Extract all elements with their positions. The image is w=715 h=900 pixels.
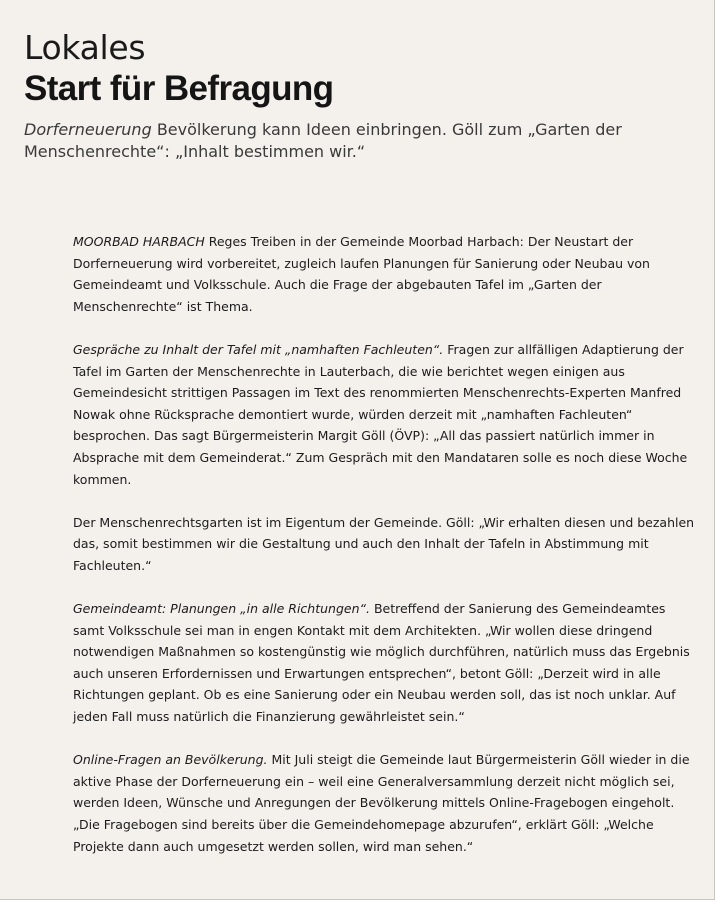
lead-paragraph — [24, 119, 684, 163]
paragraph-kicker: Gemeindeamt: Planungen „in alle Richtungen“. — [73, 601, 370, 617]
paragraph-4 — [73, 598, 699, 728]
paragraph-text: Mit Juli steigt die Gemeinde laut Bürgermeisterin Göll wieder in die aktive Phase der Dorferneuerung ein – weil eine Generalversammlung derzeit nicht möglich sei, werden Ideen, Wünsche und Anregungen der Bevölkerung mittels Online-Fragebogen eingeholt. „Die Fragebogen sind bereits über die Gemeindehomepage abzurufen“, erklärt Göll: „Welche Projekte dann auch umgesetzt werden sollen, wird man sehen.“ — [73, 752, 690, 854]
lead-text: Bevölkerung kann Ideen einbringen. Göll zum „Garten der Menschenrechte“: „Inhalt bestimmen wir.“ — [24, 120, 622, 161]
paragraph-text: Reges Treiben in der Gemeinde Moorbad Harbach: Der Neustart der Dorferneuerung wird vorbereitet, zugleich laufen Planungen für Sanierung oder Neubau von Gemeindeamt und Volksschule. Auch die Frage der abgebauten Tafel im „Garten der Menschenrechte“ ist Thema. — [73, 234, 650, 314]
article-body — [73, 231, 699, 879]
paragraph-text: Betreffend der Sanierung des Gemeindeamtes samt Volksschule sei man in engen Kontakt mit dem Architekten. „Wir wollen diese dringend notwendigen Maßnahmen so kostengünstig wie möglich durchführen, natürlich muss das Ergebnis auch unseren Erfordernissen und Erwartungen entsprechen“, betont Göll: „Derzeit wird in alle Richtungen geplant. Ob es eine Sanierung oder ein Neubau werden soll, das ist noch unklar. Auf jeden Fall muss natürlich die Finanzierung gewährleistet sein.“ — [73, 601, 690, 725]
paragraph-text: Der Menschenrechtsgarten ist im Eigentum der Gemeinde. Göll: „Wir erhalten diesen und bezahlen das, somit bestimmen wir die Gestaltung und auch den Inhalt der Tafeln in Abstimmung mit Fachleuten.“ — [73, 514, 695, 573]
article-header — [24, 28, 694, 163]
headline: Start für Befragung — [24, 69, 334, 108]
paragraph-5 — [73, 749, 699, 857]
paragraph-kicker: MOORBAD HARBACH — [73, 234, 205, 249]
paragraph-text: Fragen zur allfälligen Adaptierung der Tafel im Garten der Menschenrechte in Lauterbach, die wie berichtet wegen einigen aus Gemeindesicht strittigen Passagen im Text des renommierten Menschenrechts-Experten Manfred Nowak ohne Rücksprache demontiert wurde, würden derzeit mit „namhaften Fachleuten“ besprochen. Das sagt Bürgermeisterin Margit Göll (ÖVP): „All das passiert natürlich immer in Absprache mit dem Gemeinderat.“ Zum Gespräch mit den Mandataren solle es noch diese Woche kommen. — [73, 341, 688, 487]
paragraph-kicker: Gespräche zu Inhalt der Tafel mit „namhaften Fachleuten“. — [73, 341, 444, 357]
paragraph-kicker: Online-Fragen an Bevölkerung. — [73, 752, 268, 768]
lead-kicker: Dorferneuerung — [24, 120, 152, 139]
section-title: Lokales — [24, 28, 146, 67]
paragraph-1 — [73, 231, 699, 317]
paragraph-3 — [73, 512, 699, 577]
paragraph-2 — [73, 339, 699, 490]
